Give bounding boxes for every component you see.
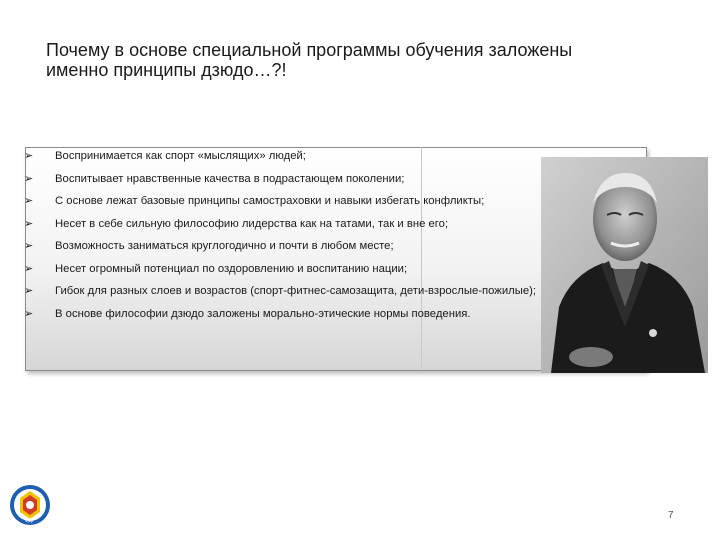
list-item-text: Воспринимается как спорт «мыслящих» людей; (55, 150, 306, 162)
list-item-text: Несет в себе сильную философию лидерства как на татами, так и вне его; (55, 217, 449, 230)
portrait-image (541, 157, 708, 373)
list-item (24, 149, 564, 163)
arrow-bullet-icon: ➢ (24, 194, 34, 207)
arrow-bullet-icon: ➢ (24, 171, 34, 185)
portrait-photo (541, 157, 708, 373)
list-item-text: Гибок для разных слоев и возрастов (спорт-фитнес-самозащита, дети-взрослые-пожилые); (55, 285, 537, 297)
arrow-bullet-icon: ➢ (24, 307, 34, 320)
arrow-bullet-icon: ➢ (24, 239, 34, 252)
title-line-2: именно принципы дзюдо…?! (46, 60, 287, 80)
arrow-bullet-icon: ➢ (24, 149, 34, 162)
list-item-text: В основе философии дзюдо заложены морально-этические нормы поведения. (55, 308, 471, 320)
list-item (24, 172, 564, 186)
arrow-bullet-icon: ➢ (24, 216, 34, 230)
judo-federation-emblem (9, 484, 51, 526)
title-line-1: Почему в основе специальной программы обучения заложены (46, 40, 573, 60)
page-number: 7 (668, 510, 674, 521)
list-item-text: Воспитывает нравственные качества в подрастающем поколении; (55, 172, 405, 185)
slide-title (46, 40, 666, 80)
federation-logo (9, 484, 51, 526)
list-item-text: Возможность заниматься круглогодично и почти в любом месте; (55, 240, 394, 252)
list-item (24, 194, 564, 208)
arrow-bullet-icon: ➢ (24, 284, 34, 297)
list-item-text: Несет огромный потенциал по оздоровлению и воспитанию нации; (55, 262, 408, 275)
logo-text: ФДР (24, 518, 36, 524)
bullet-list (24, 149, 564, 321)
list-item-text: С основе лежат базовые принципы самостраховки и навыки избегать конфликты; (55, 195, 485, 207)
list-item (24, 262, 564, 276)
list-item (24, 307, 564, 321)
list-item (24, 284, 564, 299)
list-item (24, 239, 564, 253)
arrow-bullet-icon: ➢ (24, 261, 34, 275)
list-item (24, 217, 564, 231)
